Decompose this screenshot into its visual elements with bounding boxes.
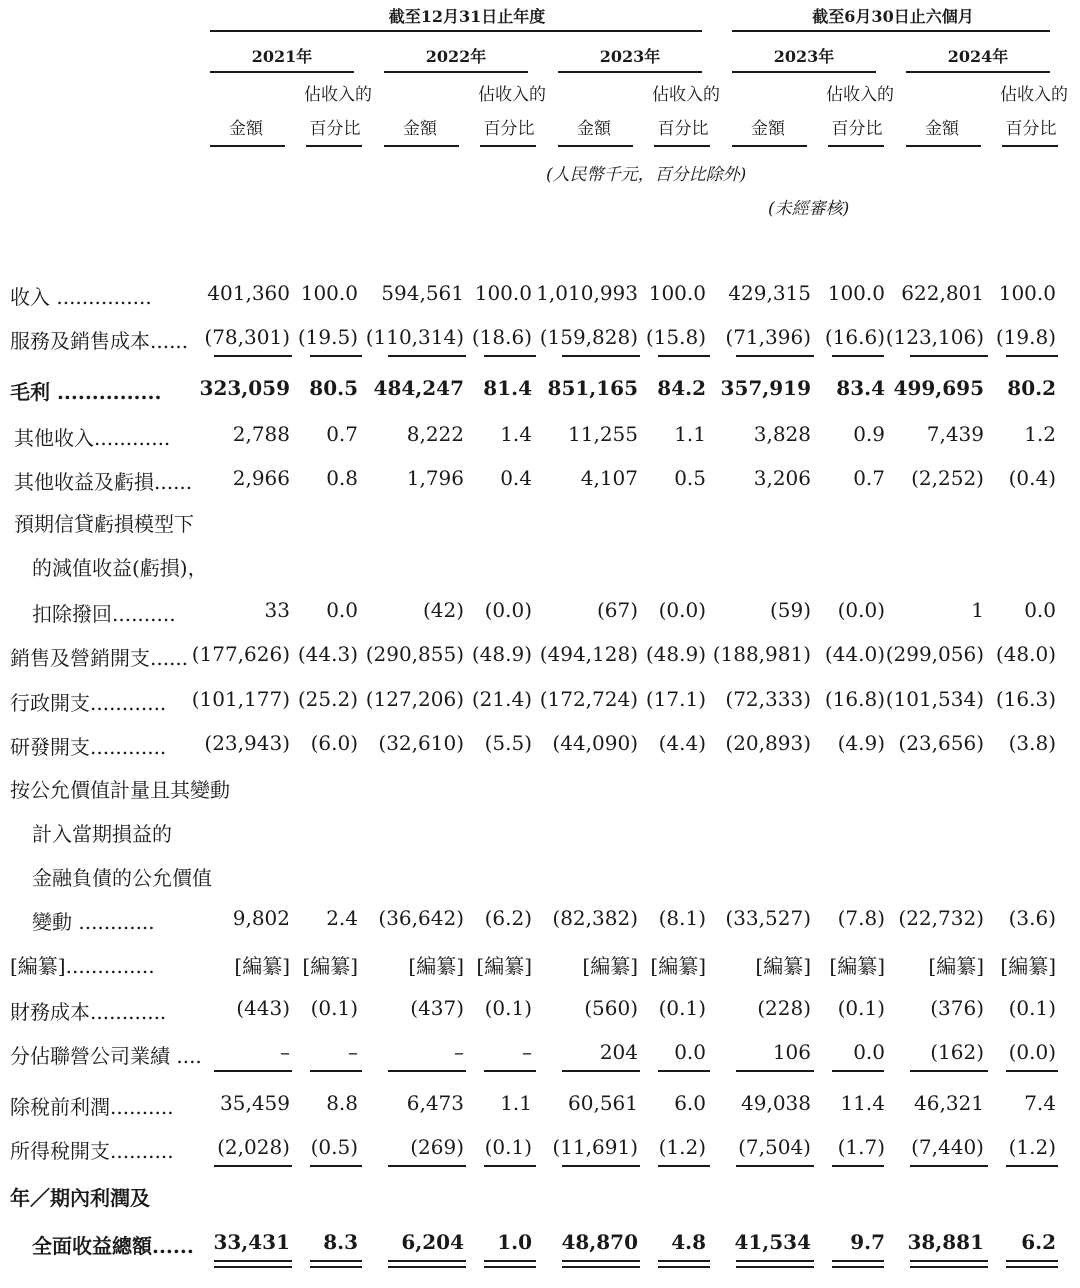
col-header-pct-line1: 佔收入的	[1000, 85, 1068, 105]
pct-cell: (1.7)	[837, 1135, 885, 1159]
amount-cell: 2,966	[232, 466, 290, 490]
total-underline	[832, 1260, 884, 1262]
col-header-rule	[480, 145, 536, 147]
col-header-rule	[306, 145, 362, 147]
pct-cell: (1.2)	[658, 1135, 706, 1159]
pct-cell: 6.2	[1021, 1230, 1056, 1254]
total-double-underline	[658, 1266, 710, 1268]
pct-cell: (3.8)	[1008, 731, 1056, 755]
amount-cell: 3,828	[753, 422, 811, 446]
amount-cell: 204	[599, 1040, 638, 1064]
amount-cell: (71,396)	[725, 325, 811, 349]
pct-cell: 0.0	[853, 1040, 885, 1064]
pct-cell: 100.0	[827, 281, 885, 305]
pct-cell: (0.1)	[484, 1135, 532, 1159]
pct-cell: 8.8	[326, 1091, 358, 1115]
amount-cell: –	[454, 1040, 464, 1064]
pct-cell: (25.2)	[297, 687, 358, 711]
amount-cell: (127,206)	[365, 687, 464, 711]
total-underline	[910, 355, 988, 357]
year-2023-half: 2023年	[773, 47, 835, 66]
amount-cell: (299,056)	[885, 642, 984, 666]
amount-cell: (437)	[410, 996, 464, 1020]
pct-cell: [編纂]	[829, 954, 885, 978]
amount-cell: (82,382)	[552, 906, 638, 930]
amount-cell: (228)	[757, 996, 811, 1020]
amount-cell: 4,107	[580, 466, 638, 490]
pct-cell: 1.0	[497, 1230, 532, 1254]
row-label: 其他收入............	[14, 426, 171, 450]
pct-cell: (4.4)	[658, 731, 706, 755]
year-2022: 2022年	[425, 47, 487, 66]
amount-cell: 499,695	[893, 376, 984, 400]
pct-cell: (21.4)	[471, 687, 532, 711]
total-underline	[214, 1165, 292, 1167]
amount-cell: 401,360	[207, 281, 290, 305]
total-underline	[910, 1070, 988, 1072]
total-underline	[736, 355, 814, 357]
pct-cell: (48.0)	[995, 642, 1056, 666]
total-underline	[310, 1165, 362, 1167]
pct-cell: 100.0	[998, 281, 1056, 305]
amount-cell: 851,165	[547, 376, 638, 400]
pct-cell: 1.2	[1024, 422, 1056, 446]
amount-cell: 6,204	[401, 1230, 464, 1254]
total-underline	[658, 1165, 710, 1167]
total-underline	[1006, 1260, 1058, 1262]
pct-cell: –	[522, 1040, 532, 1064]
col-header-rule	[1002, 145, 1058, 147]
amount-cell: 7,439	[926, 422, 984, 446]
amount-cell: (44,090)	[552, 731, 638, 755]
year-rule	[558, 71, 702, 73]
amount-cell: 9,802	[232, 906, 290, 930]
pct-cell: (15.8)	[645, 325, 706, 349]
row-label: 銷售及營銷開支......	[10, 646, 189, 670]
col-header-rule	[384, 145, 459, 147]
amount-cell: (78,301)	[204, 325, 290, 349]
amount-cell: (110,314)	[365, 325, 464, 349]
row-label: 年／期內利潤及	[10, 1186, 150, 1210]
row-label: 全面收益總額......	[32, 1234, 194, 1258]
amount-cell: 622,801	[901, 281, 984, 305]
total-underline	[388, 1260, 466, 1262]
amount-cell: (72,333)	[725, 687, 811, 711]
amount-cell: 41,534	[734, 1230, 811, 1254]
pct-cell: (0.1)	[658, 996, 706, 1020]
row-label: 分佔聯營公司業績 ....	[10, 1044, 202, 1068]
amount-cell: (23,943)	[204, 731, 290, 755]
amount-cell: (36,642)	[378, 906, 464, 930]
total-double-underline	[832, 1266, 884, 1268]
total-underline	[562, 355, 640, 357]
amount-cell: 323,059	[199, 376, 290, 400]
amount-cell: –	[280, 1040, 290, 1064]
amount-cell: 46,321	[914, 1091, 984, 1115]
col-header-rule	[210, 145, 285, 147]
pct-cell: 100.0	[474, 281, 532, 305]
col-header-pct-line2: 百分比	[309, 119, 361, 139]
amount-cell: (59)	[769, 598, 811, 622]
col-header-pct-line2: 百分比	[831, 119, 883, 139]
pct-cell: (19.8)	[995, 325, 1056, 349]
total-underline	[484, 1260, 536, 1262]
amount-cell: [編纂]	[582, 954, 638, 978]
amount-cell: 6,473	[406, 1091, 464, 1115]
amount-cell: (2,028)	[217, 1135, 290, 1159]
row-label: 計入當期損益的	[32, 822, 172, 846]
amount-cell: (177,626)	[191, 642, 290, 666]
pct-cell: (0.4)	[1008, 466, 1056, 490]
total-double-underline	[484, 1266, 536, 1268]
total-double-underline	[910, 1266, 988, 1268]
amount-cell: (22,732)	[898, 906, 984, 930]
amount-cell: 33	[264, 598, 290, 622]
pct-cell: 2.4	[326, 906, 358, 930]
col-header-rule	[654, 145, 710, 147]
total-underline	[562, 1260, 640, 1262]
amount-cell: (7,440)	[911, 1135, 984, 1159]
period-fy-rule	[210, 30, 702, 32]
total-underline	[832, 1070, 884, 1072]
col-header-rule	[558, 145, 633, 147]
total-underline	[658, 1070, 710, 1072]
total-underline	[214, 1070, 292, 1072]
year-2024-half: 2024年	[947, 47, 1009, 66]
total-underline	[1006, 1070, 1058, 1072]
row-label: 服務及銷售成本......	[10, 329, 189, 353]
amount-cell: 1	[971, 598, 984, 622]
pct-cell: 0.7	[853, 466, 885, 490]
row-label: 預期信貸虧損模型下	[14, 512, 194, 536]
amount-cell: (188,981)	[712, 642, 811, 666]
pct-cell: [編纂]	[302, 954, 358, 978]
pct-cell: 80.5	[309, 376, 358, 400]
total-underline	[658, 355, 710, 357]
pct-cell: 84.2	[657, 376, 706, 400]
pct-cell: 0.9	[853, 422, 885, 446]
total-underline	[562, 1165, 640, 1167]
pct-cell: 80.2	[1007, 376, 1056, 400]
pct-cell: 0.5	[674, 466, 706, 490]
total-underline	[736, 1165, 814, 1167]
col-header-pct-line1: 佔收入的	[826, 85, 894, 105]
total-underline	[388, 1165, 466, 1167]
pct-cell: 6.0	[674, 1091, 706, 1115]
row-label: 收入 ...............	[10, 285, 152, 309]
row-label: 財務成本............	[10, 1000, 167, 1024]
amount-cell: (172,724)	[539, 687, 638, 711]
amount-cell: 106	[772, 1040, 811, 1064]
pct-cell: 0.0	[326, 598, 358, 622]
pct-cell: 7.4	[1024, 1091, 1056, 1115]
amount-cell: [編纂]	[408, 954, 464, 978]
period-half-heading: 截至6月30日止六個月	[812, 7, 974, 26]
amount-cell: 1,010,993	[536, 281, 638, 305]
total-underline	[388, 355, 466, 357]
amount-cell: (443)	[236, 996, 290, 1020]
amount-cell: (33,527)	[725, 906, 811, 930]
pct-cell: 100.0	[648, 281, 706, 305]
pct-cell: (16.8)	[824, 687, 885, 711]
year-2023: 2023年	[599, 47, 661, 66]
pct-cell: (4.9)	[837, 731, 885, 755]
total-underline	[1006, 1165, 1058, 1167]
pct-cell: (19.5)	[297, 325, 358, 349]
amount-cell: 2,788	[232, 422, 290, 446]
pct-cell: [編纂]	[1000, 954, 1056, 978]
row-label: 毛利 ...............	[10, 380, 162, 404]
amount-cell: (376)	[930, 996, 984, 1020]
pct-cell: (0.0)	[837, 598, 885, 622]
col-header-pct-line2: 百分比	[483, 119, 535, 139]
row-label: 除稅前利潤..........	[10, 1095, 174, 1119]
col-header-pct-line2: 百分比	[657, 119, 709, 139]
amount-cell: (494,128)	[539, 642, 638, 666]
pct-cell: (16.3)	[995, 687, 1056, 711]
col-header-pct-line1: 佔收入的	[478, 85, 546, 105]
col-header-amount: 金額	[751, 119, 785, 139]
pct-cell: (0.0)	[658, 598, 706, 622]
total-underline	[736, 1070, 814, 1072]
amount-cell: 33,431	[213, 1230, 290, 1254]
pct-cell: (0.5)	[310, 1135, 358, 1159]
amount-cell: [編纂]	[755, 954, 811, 978]
pct-cell: 0.0	[674, 1040, 706, 1064]
pct-cell: [編纂]	[650, 954, 706, 978]
total-underline	[484, 355, 536, 357]
pct-cell: 0.8	[326, 466, 358, 490]
pct-cell: 0.4	[500, 466, 532, 490]
amount-cell: (159,828)	[539, 325, 638, 349]
amount-cell: (42)	[422, 598, 464, 622]
period-fy-heading: 截至12月31日止年度	[388, 7, 546, 26]
col-header-pct-line2: 百分比	[1005, 119, 1057, 139]
amount-cell: (2,252)	[911, 466, 984, 490]
pct-cell: 1.4	[500, 422, 532, 446]
pct-cell: (44.3)	[297, 642, 358, 666]
amount-cell: 60,561	[568, 1091, 638, 1115]
amount-cell: (101,534)	[885, 687, 984, 711]
pct-cell: (18.6)	[471, 325, 532, 349]
year-rule	[210, 71, 354, 73]
row-label: 所得稅開支..........	[10, 1139, 174, 1163]
amount-cell: 429,315	[728, 281, 811, 305]
col-header-amount: 金額	[577, 119, 611, 139]
total-double-underline	[310, 1266, 362, 1268]
amount-cell: (32,610)	[378, 731, 464, 755]
total-underline	[310, 355, 362, 357]
row-label: 的減值收益(虧損)，	[32, 556, 208, 580]
pct-cell: (48.9)	[645, 642, 706, 666]
pct-cell: [編纂]	[476, 954, 532, 978]
row-label: 行政開支............	[10, 691, 167, 715]
total-underline	[832, 1165, 884, 1167]
pct-cell: (0.1)	[1008, 996, 1056, 1020]
year-2021: 2021年	[251, 47, 313, 66]
amount-cell: [編纂]	[234, 954, 290, 978]
amount-cell: (162)	[930, 1040, 984, 1064]
total-underline	[310, 1260, 362, 1262]
col-header-amount: 金額	[229, 119, 263, 139]
pct-cell: 81.4	[483, 376, 532, 400]
row-label: 扣除撥回..........	[32, 602, 176, 626]
row-label: 研發開支............	[10, 735, 167, 759]
pct-cell: 100.0	[300, 281, 358, 305]
total-underline	[484, 1070, 536, 1072]
amount-cell: 1,796	[406, 466, 464, 490]
row-label: 按公允價值計量且其變動	[10, 778, 230, 802]
pct-cell: 11.4	[840, 1091, 885, 1115]
total-double-underline	[388, 1266, 466, 1268]
total-underline	[562, 1070, 640, 1072]
pct-cell: 0.0	[1024, 598, 1056, 622]
row-label: 變動 ............	[32, 910, 155, 934]
pct-cell: 9.7	[850, 1230, 885, 1254]
amount-cell: 49,038	[741, 1091, 811, 1115]
amount-cell: (23,656)	[898, 731, 984, 755]
amount-cell: 594,561	[381, 281, 464, 305]
total-underline	[832, 355, 884, 357]
pct-cell: 1.1	[674, 422, 706, 446]
pct-cell: 83.4	[836, 376, 885, 400]
amount-cell: (67)	[596, 598, 638, 622]
total-double-underline	[562, 1266, 640, 1268]
total-underline	[214, 355, 292, 357]
amount-cell: 3,206	[753, 466, 811, 490]
pct-cell: (0.1)	[310, 996, 358, 1020]
pct-cell: (0.0)	[484, 598, 532, 622]
amount-cell: (290,855)	[365, 642, 464, 666]
total-underline	[910, 1165, 988, 1167]
col-header-rule	[828, 145, 884, 147]
amount-cell: (101,177)	[191, 687, 290, 711]
col-header-amount: 金額	[403, 119, 437, 139]
pct-cell: (3.6)	[1008, 906, 1056, 930]
pct-cell: (5.5)	[484, 731, 532, 755]
pct-cell: (1.2)	[1008, 1135, 1056, 1159]
pct-cell: 4.8	[671, 1230, 706, 1254]
pct-cell: 0.7	[326, 422, 358, 446]
amount-cell: 38,881	[907, 1230, 984, 1254]
amount-cell: (11,691)	[552, 1135, 638, 1159]
pct-cell: (0.0)	[1008, 1040, 1056, 1064]
amount-cell: (20,893)	[725, 731, 811, 755]
amount-cell: 484,247	[373, 376, 464, 400]
pct-cell: –	[348, 1040, 358, 1064]
total-underline	[310, 1070, 362, 1072]
row-label: 金融負債的公允價值	[32, 866, 212, 890]
pct-cell: (7.8)	[837, 906, 885, 930]
amount-cell: 11,255	[568, 422, 638, 446]
pct-cell: (44.0)	[824, 642, 885, 666]
total-underline	[736, 1260, 814, 1262]
row-label: [編纂]..............	[10, 954, 155, 978]
amount-cell: 48,870	[561, 1230, 638, 1254]
total-double-underline	[736, 1266, 814, 1268]
pct-cell: (16.6)	[824, 325, 885, 349]
amount-cell: (560)	[584, 996, 638, 1020]
amount-cell: (269)	[410, 1135, 464, 1159]
total-underline	[214, 1260, 292, 1262]
period-half-rule	[732, 30, 1050, 32]
unit-note: (人民幣千元，百分比除外)	[546, 165, 747, 185]
pct-cell: (8.1)	[658, 906, 706, 930]
col-header-rule	[906, 145, 981, 147]
amount-cell: [編纂]	[928, 954, 984, 978]
amount-cell: 35,459	[220, 1091, 290, 1115]
amount-cell: 8,222	[406, 422, 464, 446]
total-underline	[910, 1260, 988, 1262]
year-rule	[732, 71, 876, 73]
pct-cell: (17.1)	[645, 687, 706, 711]
total-underline	[658, 1260, 710, 1262]
year-rule	[906, 71, 1050, 73]
pct-cell: 8.3	[323, 1230, 358, 1254]
total-underline	[388, 1070, 466, 1072]
year-rule	[384, 71, 528, 73]
col-header-pct-line1: 佔收入的	[304, 85, 372, 105]
pct-cell: (48.9)	[471, 642, 532, 666]
col-header-amount: 金額	[925, 119, 959, 139]
amount-cell: (7,504)	[738, 1135, 811, 1159]
pct-cell: (0.1)	[484, 996, 532, 1020]
pct-cell: (6.0)	[310, 731, 358, 755]
total-double-underline	[1006, 1266, 1058, 1268]
pct-cell: (0.1)	[837, 996, 885, 1020]
unaudited-note: (未經審核)	[768, 199, 850, 219]
amount-cell: (123,106)	[885, 325, 984, 349]
total-double-underline	[214, 1266, 292, 1268]
pct-cell: (6.2)	[484, 906, 532, 930]
total-underline	[1006, 355, 1058, 357]
row-label: 其他收益及虧損......	[14, 470, 193, 494]
col-header-pct-line1: 佔收入的	[652, 85, 720, 105]
total-underline	[484, 1165, 536, 1167]
col-header-rule	[732, 145, 807, 147]
amount-cell: 357,919	[720, 376, 811, 400]
pct-cell: 1.1	[500, 1091, 532, 1115]
